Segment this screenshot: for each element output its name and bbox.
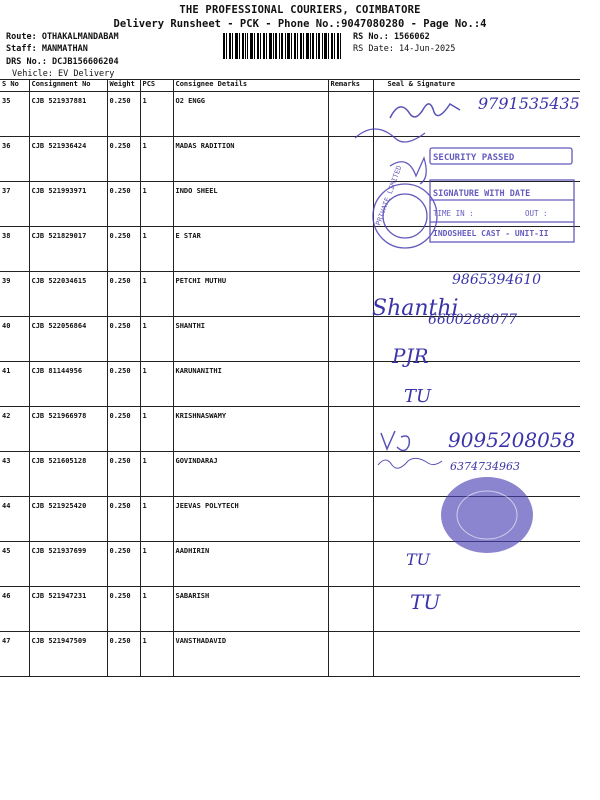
seal-stamps <box>330 118 590 268</box>
cell-weight: 0.250 <box>107 452 140 497</box>
cell-sno: 42 <box>0 407 29 452</box>
r39-phone: 9865394610 <box>452 272 542 288</box>
cell-weight: 0.250 <box>107 227 140 272</box>
route-label: Route: OTHAKALMANDABAM <box>6 32 119 42</box>
rs-date: RS Date: 14-Jun-2025 <box>353 44 456 54</box>
security-stamp-text: SECURITY PASSED <box>433 153 515 163</box>
cell-pcs: 1 <box>140 92 173 137</box>
cell-sno: 41 <box>0 362 29 407</box>
cell-sno: 45 <box>0 542 29 587</box>
cell-consignee: INDO SHEEL <box>173 182 328 227</box>
cell-remarks <box>328 587 373 632</box>
col-header-consignee: Consignee Details <box>173 80 328 92</box>
ring-stamp-text: PRIVATE LIMITED <box>374 164 404 227</box>
cell-consignee: KARUNANITHI <box>173 362 328 407</box>
col-header-sno: S No <box>0 80 29 92</box>
vehicle-label: Vehicle: EV Delivery <box>12 69 115 79</box>
cell-signature <box>373 632 580 677</box>
r47-signature: TU <box>410 590 441 614</box>
cell-pcs: 1 <box>140 407 173 452</box>
cell-sno: 47 <box>0 632 29 677</box>
r42-signature: TU <box>404 386 432 407</box>
cell-sno: 38 <box>0 227 29 272</box>
cell-sno: 46 <box>0 587 29 632</box>
r46-signature: TU <box>406 550 431 569</box>
r41-signature: PJR <box>392 344 429 368</box>
col-header-pcs: PCS <box>140 80 173 92</box>
cell-pcs: 1 <box>140 317 173 362</box>
rs-number: RS No.: 1566062 <box>353 32 430 42</box>
table-row <box>0 632 580 677</box>
cell-remarks <box>328 317 373 362</box>
company-title: THE PROFESSIONAL COURIERS, COIMBATORE <box>179 4 421 16</box>
cell-consignment: CJB 521936424 <box>29 137 107 182</box>
cell-weight: 0.250 <box>107 137 140 182</box>
cell-consignee: O2 ENGG <box>173 92 328 137</box>
cell-consignment: CJB 521925420 <box>29 497 107 542</box>
cell-weight: 0.250 <box>107 542 140 587</box>
cell-consignee: GOVINDARAJ <box>173 452 328 497</box>
cell-consignment: CJB 521937699 <box>29 542 107 587</box>
signature-row-35 <box>385 100 475 130</box>
cell-sno: 43 <box>0 452 29 497</box>
cell-remarks <box>328 452 373 497</box>
cell-consignment: CJB 522056864 <box>29 317 107 362</box>
cell-consignment: CJB 521947509 <box>29 632 107 677</box>
cell-sno: 40 <box>0 317 29 362</box>
signature-line-text: SIGNATURE WITH DATE <box>433 189 531 199</box>
cell-signature <box>373 587 580 632</box>
cell-weight: 0.250 <box>107 497 140 542</box>
col-header-signature: Seal & Signature <box>373 80 580 92</box>
cell-sno: 36 <box>0 137 29 182</box>
r43-phone: 9095208058 <box>448 428 576 452</box>
r44-phone: 6374734963 <box>450 460 520 473</box>
cell-weight: 0.250 <box>107 92 140 137</box>
cell-pcs: 1 <box>140 182 173 227</box>
company-stamp-text: INDOSHEEL CAST - UNIT-II <box>433 229 549 238</box>
cell-consignment: CJB 522034615 <box>29 272 107 317</box>
cell-consignee: JEEVAS POLYTECH <box>173 497 328 542</box>
cell-remarks <box>328 632 373 677</box>
cell-weight: 0.250 <box>107 632 140 677</box>
cell-consignee: KRISHNASWAMY <box>173 407 328 452</box>
cell-pcs: 1 <box>140 362 173 407</box>
cell-pcs: 1 <box>140 452 173 497</box>
cell-consignment: CJB 521947231 <box>29 587 107 632</box>
cell-sno: 35 <box>0 92 29 137</box>
cell-weight: 0.250 <box>107 362 140 407</box>
cell-weight: 0.250 <box>107 272 140 317</box>
cell-consignee: AADHIRIN <box>173 542 328 587</box>
cell-weight: 0.250 <box>107 587 140 632</box>
r35-phone: 9791535435 <box>478 94 580 113</box>
col-header-remarks: Remarks <box>328 80 373 92</box>
cell-weight: 0.250 <box>107 407 140 452</box>
drs-number: DRS No.: DCJB156606204 <box>6 57 119 67</box>
cell-consignee: VANSTHADAVID <box>173 632 328 677</box>
signature-row-43-44 <box>376 425 446 475</box>
runsheet-subtitle: Delivery Runsheet - PCK - Phone No.:9047080280 - Page No.:4 <box>113 18 487 30</box>
col-header-weight: Weight <box>107 80 140 92</box>
cell-remarks <box>328 272 373 317</box>
time-in-text: TIME IN : <box>433 209 474 218</box>
cell-consignee: MADAS RADITION <box>173 137 328 182</box>
cell-consignment: CJB 521966978 <box>29 407 107 452</box>
table-row <box>0 587 580 632</box>
cell-consignment: CJB 521605128 <box>29 452 107 497</box>
cell-pcs: 1 <box>140 227 173 272</box>
cell-pcs: 1 <box>140 587 173 632</box>
cell-consignee: E STAR <box>173 227 328 272</box>
cell-consignee: SABARISH <box>173 587 328 632</box>
cell-pcs: 1 <box>140 497 173 542</box>
r40-phone: 6600288077 <box>428 312 518 328</box>
cell-remarks <box>328 407 373 452</box>
cell-pcs: 1 <box>140 137 173 182</box>
cell-pcs: 1 <box>140 632 173 677</box>
r40-name: Shanthi <box>372 296 459 321</box>
cell-pcs: 1 <box>140 272 173 317</box>
cell-remarks <box>328 362 373 407</box>
staff-label: Staff: MANMATHAN <box>6 44 88 54</box>
cell-pcs: 1 <box>140 542 173 587</box>
cell-remarks <box>328 497 373 542</box>
cell-sno: 39 <box>0 272 29 317</box>
table-row <box>0 362 580 407</box>
cell-consignment: CJB 521993971 <box>29 182 107 227</box>
cell-consignment: CJB 521937881 <box>29 92 107 137</box>
barcode <box>223 33 341 59</box>
cell-consignee: PETCHI MUTHU <box>173 272 328 317</box>
cell-consignee: SHANTHI <box>173 317 328 362</box>
cell-sno: 44 <box>0 497 29 542</box>
cell-consignment: CJB 81144956 <box>29 362 107 407</box>
out-text: OUT : <box>525 209 548 218</box>
table-header-row <box>0 80 580 92</box>
cell-consignment: CJB 521829017 <box>29 227 107 272</box>
cell-remarks <box>328 542 373 587</box>
cell-weight: 0.250 <box>107 317 140 362</box>
cell-weight: 0.250 <box>107 182 140 227</box>
round-seal <box>432 470 542 560</box>
cell-sno: 37 <box>0 182 29 227</box>
col-header-consignment: Consignment No <box>29 80 107 92</box>
